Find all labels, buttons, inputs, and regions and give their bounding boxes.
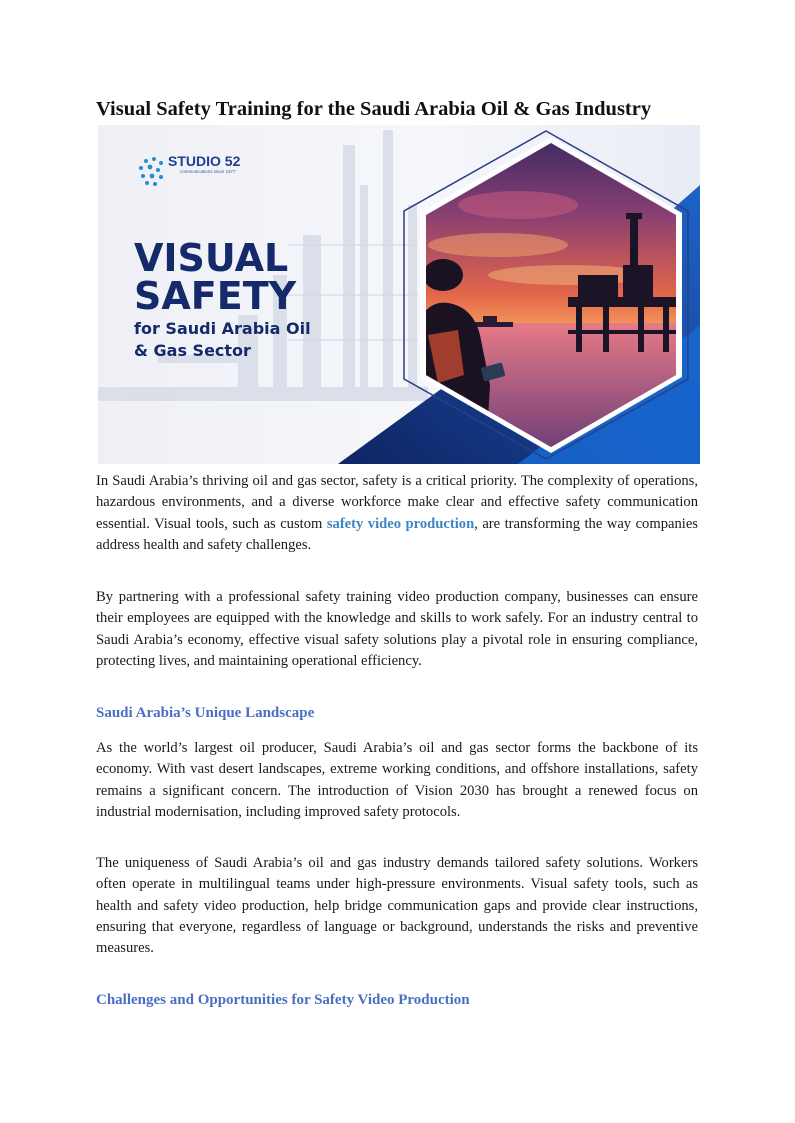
headline-line-2: SAFETY bbox=[134, 274, 297, 318]
logo-name: STUDIO 52 bbox=[168, 153, 241, 169]
section-heading-landscape: Saudi Arabia’s Unique Landscape bbox=[96, 705, 315, 721]
headline-line-1: VISUAL bbox=[134, 236, 289, 280]
section-heading-challenges: Challenges and Opportunities for Safety Video Production bbox=[96, 992, 470, 1008]
paragraph-uniqueness: The uniqueness of Saudi Arabia’s oil and gas industry demands tailored safety solutions. Workers often operate in multilingual teams under high-pressure environments. Visual safety tools, such as health and safety video production, help bridge communication gaps and provide clear instructions, ensuring that everyone, regardless of language or background, understands the risks and preventive measures. bbox=[96, 855, 698, 957]
logo-tagline: communications since 1977 bbox=[180, 169, 236, 174]
subheadline-line-2: & Gas Sector bbox=[134, 341, 251, 360]
paragraph-intro: In Saudi Arabia’s thriving oil and gas sector, safety is a critical priority. The complexity of operations, hazardous environments, and a diverse workforce make clear and effective safety communication essential. Visual tools, such as custom safety video production, are transforming the way companies address health and safety challenges. bbox=[96, 473, 698, 553]
paragraph-partnering: By partnering with a professional safety training video production company, businesses can ensure their employees are equipped with the knowledge and skills to work safely. For an industry central to Saudi Arabia’s economy, effective visual safety solutions play a pivotal role in ensuring compliance, protecting lives, and maintaining operational efficiency. bbox=[96, 589, 698, 669]
hero-banner-image bbox=[98, 125, 700, 464]
page-title: Visual Safety Training for the Saudi Arabia Oil & Gas Industry bbox=[96, 98, 652, 120]
subheadline-line-1: for Saudi Arabia Oil bbox=[134, 319, 311, 338]
paragraph-landscape: As the world’s largest oil producer, Saudi Arabia’s oil and gas sector forms the backbone of its economy. With vast desert landscapes, extreme working conditions, and offshore installations, safety remains a significant concern. The introduction of Vision 2030 has brought a renewed focus on industrial modernisation, including improved safety protocols. bbox=[96, 740, 698, 820]
safety-video-production-link[interactable]: safety video production bbox=[326, 515, 475, 532]
